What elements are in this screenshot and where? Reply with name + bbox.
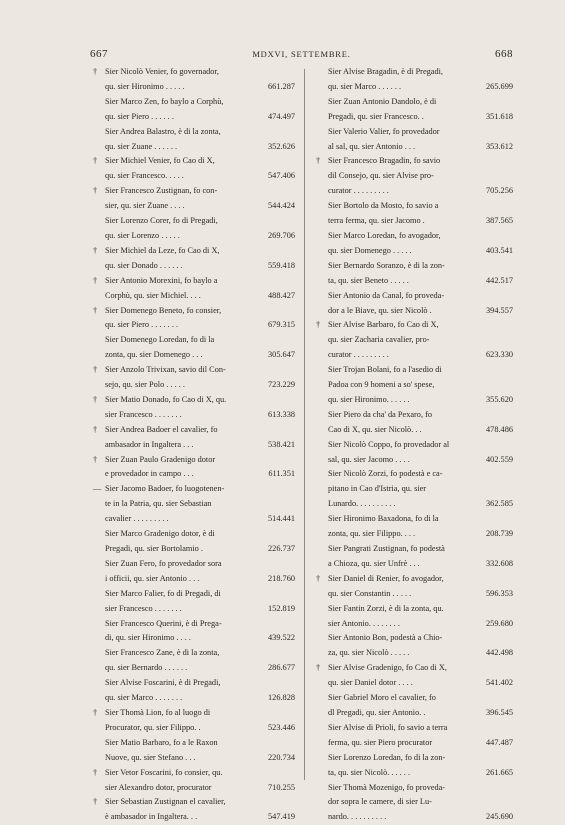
entry-line: dor sopra le camere, di sier Lu- <box>328 795 473 810</box>
entry-line: Sier Francesco Zane, è di la zonta, <box>105 646 255 661</box>
entry-mark: † <box>90 393 105 423</box>
entry-value: 396.545 <box>473 706 513 721</box>
entry-line: sal, qu. sier Jacomo . . . . <box>328 453 473 468</box>
entry-text <box>105 65 255 95</box>
entry-value: 447.487 <box>473 736 513 751</box>
entry-value: 220.734 <box>255 751 295 766</box>
entry-mark: † <box>90 363 105 393</box>
entry-mark: † <box>90 244 105 274</box>
entry-line: al sal, qu. sier Antonio . . . <box>328 140 473 155</box>
running-title: MDXVI, SETTEMBRE. <box>252 49 350 59</box>
entry-value: 541.402 <box>473 676 513 691</box>
entry-value: 387.565 <box>473 214 513 229</box>
entry-mark <box>313 363 328 408</box>
entry-text <box>105 482 255 527</box>
entry-text <box>328 408 473 438</box>
entry-text <box>105 617 255 647</box>
ledger-entry <box>313 721 513 751</box>
entry-line: Sier Francesco Zustignan, fo con- <box>105 184 255 199</box>
entry-text <box>105 244 255 274</box>
entry-value: 353.612 <box>473 140 513 155</box>
entry-value: 514.441 <box>255 512 295 527</box>
entry-line: Sier Antonio Morexini, fo baylo a <box>105 274 255 289</box>
ledger-entry <box>90 646 295 676</box>
entry-line: sier Francesco . . . . . . . <box>105 602 255 617</box>
entry-line: Sier Domenego Beneto, fo consier, <box>105 304 255 319</box>
ledger-entry <box>90 393 295 423</box>
entry-value: 679.315 <box>255 318 295 333</box>
entry-value: 442.517 <box>473 274 513 289</box>
entry-text <box>328 602 473 632</box>
entry-line: Sier Pangrati Zustignan, fo podestà <box>328 542 473 557</box>
entry-mark: — <box>90 482 105 527</box>
entry-value: 478.486 <box>473 423 513 438</box>
ledger-entry <box>90 527 295 557</box>
entry-text <box>328 438 473 468</box>
entry-line: qu. sier Francesco. . . . . <box>105 169 255 184</box>
entry-text <box>328 542 473 572</box>
entry-text <box>328 154 473 199</box>
entry-value: 705.256 <box>473 184 513 199</box>
entry-mark: † <box>313 318 328 363</box>
entry-line: qu. sier Daniel dotor . . . . <box>328 676 473 691</box>
entry-mark <box>90 214 105 244</box>
entry-value: 265.699 <box>473 80 513 95</box>
ledger-entry <box>90 557 295 587</box>
entry-value: 208.739 <box>473 527 513 542</box>
page-header <box>90 48 513 60</box>
entry-mark <box>90 557 105 587</box>
entry-line: sejo, qu. sier Polo . . . . . <box>105 378 255 393</box>
entry-value: 523.446 <box>255 721 295 736</box>
entry-line: qu. sier Piero . . . . . . <box>105 110 255 125</box>
entry-line: te in la Patria, qu. sier Sebastian <box>105 497 255 512</box>
entry-line: Sier Zuan Antonio Dandolo, è di <box>328 95 473 110</box>
entry-text <box>328 259 473 289</box>
entry-line: Sier Jacomo Badoer, fo luogotenen- <box>105 482 255 497</box>
entry-value: 403.541 <box>473 244 513 259</box>
entry-line: curator . . . . . . . . . <box>328 348 473 363</box>
ledger-entry <box>90 274 295 304</box>
entry-line: è ambasador in Ingaltera. . . <box>105 810 255 825</box>
entry-mark <box>90 587 105 617</box>
entry-line: Sier Anzolo Trivixan, savio dil Con- <box>105 363 255 378</box>
entry-text <box>328 572 473 602</box>
entry-mark: † <box>90 453 105 483</box>
entry-line: ambasador in Ingaltera . . . <box>105 438 255 453</box>
entry-line: Sier Nicolò Coppo, fo provedador al <box>328 438 473 453</box>
entry-mark <box>313 751 328 781</box>
entry-line: Cao di X, qu. sier Nicolò. . . <box>328 423 473 438</box>
entry-mark <box>313 631 328 661</box>
entry-line: qu. sier Domenego . . . . . <box>328 244 473 259</box>
entry-line: Sier Lorenzo Corer, fo di Pregadi, <box>105 214 255 229</box>
entry-value: 332.608 <box>473 557 513 572</box>
entry-mark <box>313 512 328 542</box>
ledger-entry <box>313 602 513 632</box>
ledger-entry <box>90 65 295 95</box>
entry-mark <box>313 691 328 721</box>
entry-line: Sier Michiel da Leze, fo Cao di X, <box>105 244 255 259</box>
entry-line: qu. sier Marco . . . . . . <box>328 80 473 95</box>
ledger-entry <box>313 318 513 363</box>
entry-mark <box>313 125 328 155</box>
entry-line: Sier Antonio Bon, podestà a Chio- <box>328 631 473 646</box>
ledger-entry <box>313 512 513 542</box>
entry-value: 218.760 <box>255 572 295 587</box>
entry-mark: † <box>90 706 105 736</box>
entry-mark <box>90 676 105 706</box>
ledger-entry <box>313 259 513 289</box>
entry-text <box>328 661 473 691</box>
ledger-entry <box>90 244 295 274</box>
entry-mark: † <box>90 304 105 334</box>
entry-line: e provedador in campo . . . <box>105 467 255 482</box>
entry-text <box>105 274 255 304</box>
ledger-entry <box>90 617 295 647</box>
entry-line: ferma, qu. sier Piero procurator <box>328 736 473 751</box>
entry-mark <box>313 602 328 632</box>
ledger-entry <box>313 781 513 825</box>
entry-value: 286.677 <box>255 661 295 676</box>
right-page-number: 668 <box>495 48 513 60</box>
entry-line: Sier Nicolò Zorzi, fo podestà e ca- <box>328 467 473 482</box>
entry-mark <box>90 95 105 125</box>
column-divider <box>304 69 305 780</box>
ledger-entry <box>90 214 295 244</box>
entry-value: 152.819 <box>255 602 295 617</box>
entry-value: 547.419 <box>255 810 295 825</box>
entry-text <box>105 393 255 423</box>
ledger-entry <box>90 482 295 527</box>
entry-mark <box>313 259 328 289</box>
entry-line: Sier Alvise Bragadin, è di Pregadi, <box>328 65 473 80</box>
entry-line: Sier Vetor Foscarini, fo consier, qu. <box>105 766 255 781</box>
entry-line: Sier Francesco Bragadin, fo savio <box>328 154 473 169</box>
entry-value: 596.353 <box>473 587 513 602</box>
right-column <box>313 65 513 825</box>
entry-line: Sier Zuan Fero, fo provedador sora <box>105 557 255 572</box>
entry-text <box>328 95 473 125</box>
entry-mark <box>313 408 328 438</box>
entry-line: Sier Matio Donado, fo Cao di X, qu. <box>105 393 255 408</box>
entry-text <box>328 721 473 751</box>
entry-line: Sier Fantin Zorzi, è di la zonta, qu. <box>328 602 473 617</box>
entry-line: Sier Marco Falier, fo di Pregadi, di <box>105 587 255 602</box>
entry-line: Sier Alvise Foscarini, è di Pregadi, <box>105 676 255 691</box>
entry-value: 623.330 <box>473 348 513 363</box>
entry-line: sier Antonio. . . . . . . . <box>328 617 473 632</box>
entry-text <box>105 154 255 184</box>
entry-mark <box>313 199 328 229</box>
entry-text <box>105 453 255 483</box>
entry-text <box>105 766 255 796</box>
entry-text <box>328 318 473 363</box>
entry-text <box>105 363 255 393</box>
ledger-entry <box>313 661 513 691</box>
entry-text <box>105 95 255 125</box>
entry-mark: † <box>90 154 105 184</box>
entry-value: 710.255 <box>255 781 295 796</box>
ledger-entry <box>90 587 295 617</box>
entry-line: qu. sier Constantin . . . . . <box>328 587 473 602</box>
entry-mark <box>90 736 105 766</box>
entry-line: Sier Thomà Lion, fo al luogo di <box>105 706 255 721</box>
entry-line: sier, qu. sier Zuane . . . . <box>105 199 255 214</box>
entry-mark <box>313 721 328 751</box>
entry-text <box>328 289 473 319</box>
entry-line: qu. sier Zuane . . . . . . <box>105 140 255 155</box>
entry-text <box>105 676 255 706</box>
entry-value: 547.406 <box>255 169 295 184</box>
entry-value: 538.421 <box>255 438 295 453</box>
entry-mark <box>90 646 105 676</box>
ledger-entry <box>313 408 513 438</box>
entry-line: a Chioza, qu. sier Unfrè . . . <box>328 557 473 572</box>
ledger-entry <box>313 199 513 229</box>
entry-mark: † <box>313 572 328 602</box>
entry-line: Sier Alvise Gradenigo, fo Cao di X, <box>328 661 473 676</box>
entry-line: Sier Piero da cha' da Pexaro, fo <box>328 408 473 423</box>
entry-line: ta, qu. sier Beneto . . . . . <box>328 274 473 289</box>
entry-text <box>328 751 473 781</box>
entry-line: Sier Bernardo Soranzo, è di la zon- <box>328 259 473 274</box>
entry-line: Sier Lorenzo Loredan, fo di la zon- <box>328 751 473 766</box>
left-page-number: 667 <box>90 48 108 60</box>
ledger-entry <box>313 467 513 512</box>
entry-value: 352.626 <box>255 140 295 155</box>
entry-mark <box>313 542 328 572</box>
entry-line: zonta, qu. sier Domenego . . . <box>105 348 255 363</box>
entry-value: 613.338 <box>255 408 295 423</box>
entry-line: Sier Francesco Querini, è di Prega- <box>105 617 255 632</box>
entry-line: Sier Matio Barbaro, fo a le Raxon <box>105 736 255 751</box>
entry-line: Lunardo. . . . . . . . . . <box>328 497 473 512</box>
entry-mark: † <box>90 766 105 796</box>
ledger-entry <box>313 542 513 572</box>
entry-line: Pregadi, qu. sier Bortolamio . <box>105 542 255 557</box>
entry-line: Sier Nicolò Venier, fo governador, <box>105 65 255 80</box>
entry-line: zonta, qu. sier Filippo. . . . <box>328 527 473 542</box>
entry-line: Sier Valerio Valier, fo provedador <box>328 125 473 140</box>
ledger-entry <box>90 676 295 706</box>
ledger-entry <box>313 125 513 155</box>
ledger-entry <box>313 631 513 661</box>
entry-text <box>105 706 255 736</box>
ledger-entry <box>90 736 295 766</box>
entry-line: dor a le Biave, qu. sier Nicolò . <box>328 304 473 319</box>
entry-mark: † <box>90 65 105 95</box>
ledger-entry <box>313 229 513 259</box>
entry-value: 544.424 <box>255 199 295 214</box>
entry-text <box>105 646 255 676</box>
ledger-entry <box>313 95 513 125</box>
entry-value: 402.559 <box>473 453 513 468</box>
entry-text <box>328 631 473 661</box>
entry-line: terra ferma, qu. sier Jacomo . <box>328 214 473 229</box>
ledger-entry <box>90 154 295 184</box>
entry-text <box>328 691 473 721</box>
ledger-entry <box>90 766 295 796</box>
entry-text <box>105 214 255 244</box>
entry-text <box>328 363 473 408</box>
entry-line: qu. sier Bernardo . . . . . . <box>105 661 255 676</box>
entry-text <box>328 467 473 512</box>
entry-line: nardo. . . . . . . . . . <box>328 810 473 825</box>
entry-line: di, qu. sier Hironimo . . . . <box>105 631 255 646</box>
entry-mark <box>313 289 328 319</box>
ledger-entry <box>90 304 295 334</box>
entry-text <box>105 587 255 617</box>
entry-value: 351.618 <box>473 110 513 125</box>
entry-value: 259.680 <box>473 617 513 632</box>
entry-mark: † <box>90 423 105 453</box>
entry-value: 439.522 <box>255 631 295 646</box>
entry-line: Sier Sebastian Zustignan el cavalier, <box>105 795 255 810</box>
entry-line: dl Pregadi, qu. sier Antonio. . <box>328 706 473 721</box>
ledger-entry <box>90 363 295 393</box>
entry-value: 245.690 <box>473 810 513 825</box>
entry-line: Sier Michiel Venier, fo Cao di X, <box>105 154 255 169</box>
entry-mark: † <box>90 184 105 214</box>
entry-line: za, qu. sier Nicolò . . . . . <box>328 646 473 661</box>
entry-line: Sier Alvise Barbaro, fo Cao di X, <box>328 318 473 333</box>
entry-line: Sier Antonio da Canal, fo proveda- <box>328 289 473 304</box>
entry-mark: † <box>313 661 328 691</box>
entry-line: Sier Marco Loredan, fo avogador, <box>328 229 473 244</box>
entry-mark <box>90 617 105 647</box>
entry-line: qu. sier Hironimo . . . . . <box>105 80 255 95</box>
entry-line: cavalier . . . . . . . . . <box>105 512 255 527</box>
ledger-entry <box>313 438 513 468</box>
entry-line: Sier Bortolo da Mosto, fo savio a <box>328 199 473 214</box>
entry-mark <box>313 467 328 512</box>
entry-line: sier Alexandro dotor, procurator <box>105 781 255 796</box>
entry-line: qu. sier Marco . . . . . . . <box>105 691 255 706</box>
entry-value: 362.585 <box>473 497 513 512</box>
entry-line: sier Francesco . . . . . . . <box>105 408 255 423</box>
entry-text <box>105 333 255 363</box>
entry-line: Pregadi, qu. sier Francesco. . <box>328 110 473 125</box>
entry-line: Sier Gabriel Moro el cavalier, fo <box>328 691 473 706</box>
ledger-entry <box>90 453 295 483</box>
entry-line: Sier Zuan Paulo Gradenigo dotor <box>105 453 255 468</box>
entry-mark <box>313 65 328 95</box>
entry-text <box>105 423 255 453</box>
entry-text <box>105 125 255 155</box>
entry-text <box>105 304 255 334</box>
entry-line: qu. sier Donado . . . . . . <box>105 259 255 274</box>
entry-value: 355.620 <box>473 393 513 408</box>
entry-line: dil Consejo, qu. sier Alvise pro- <box>328 169 473 184</box>
entry-text <box>105 184 255 214</box>
entry-mark <box>313 229 328 259</box>
entry-line: Sier Thomà Mozenigo, fo proveda- <box>328 781 473 796</box>
entry-text <box>328 781 473 825</box>
entry-line: qu. sier Zacharia cavalier, pro- <box>328 333 473 348</box>
entry-value: 559.418 <box>255 259 295 274</box>
entry-text <box>328 229 473 259</box>
entry-value: 723.229 <box>255 378 295 393</box>
entry-line: pitano in Cao d'Istria, qu. sier <box>328 482 473 497</box>
ledger-entry <box>313 363 513 408</box>
entry-mark <box>313 781 328 825</box>
entry-mark <box>313 438 328 468</box>
entry-line: Sier Domenego Loredan, fo di la <box>105 333 255 348</box>
entry-line: Nuove, qu. sier Stefano . . . <box>105 751 255 766</box>
entry-value: 126.828 <box>255 691 295 706</box>
entry-line: Sier Marco Gradenigo dotor, è di <box>105 527 255 542</box>
entry-line: qu. sier Piero . . . . . . . <box>105 318 255 333</box>
entry-text <box>105 527 255 557</box>
ledger-entry <box>313 289 513 319</box>
ledger-entry <box>313 65 513 95</box>
entry-line: Sier Andrea Badoer el cavalier, fo <box>105 423 255 438</box>
entry-value: 474.497 <box>255 110 295 125</box>
entry-mark <box>313 95 328 125</box>
entry-mark <box>90 527 105 557</box>
entry-line: Sier Marco Zen, fo baylo a Corphù, <box>105 95 255 110</box>
entry-text <box>328 512 473 542</box>
entry-line: curator . . . . . . . . . <box>328 184 473 199</box>
entry-line: qu. sier Hironimo. . . . . . <box>328 393 473 408</box>
entry-line: i officii, qu. sier Antonio . . . <box>105 572 255 587</box>
entry-text <box>328 199 473 229</box>
entry-value: 305.647 <box>255 348 295 363</box>
entry-line: ta, qu. sier Nicolò. . . . . . <box>328 766 473 781</box>
entry-line: Corphù, qu. sier Michiel. . . . <box>105 289 255 304</box>
ledger-entry <box>90 423 295 453</box>
entry-line: Sier Alvise di Prioli, fo savio a terra <box>328 721 473 736</box>
entry-value: 611.351 <box>255 467 295 482</box>
left-column <box>90 65 295 825</box>
ledger-entry <box>90 333 295 363</box>
entry-line: Sier Andrea Balastro, è di la zonta, <box>105 125 255 140</box>
entry-line: Procurator, qu. sier Filippo. . <box>105 721 255 736</box>
entry-text <box>328 65 473 95</box>
entry-value: 442.498 <box>473 646 513 661</box>
entry-value: 488.427 <box>255 289 295 304</box>
entry-mark: † <box>90 274 105 304</box>
entry-line: Padoa con 9 homeni a so' spese, <box>328 378 473 393</box>
entry-line: Sier Trojan Bolani, fo a l'asedio di <box>328 363 473 378</box>
ledger-entry <box>313 691 513 721</box>
entry-text <box>328 125 473 155</box>
ledger-entry <box>313 154 513 199</box>
entry-value: 226.737 <box>255 542 295 557</box>
entry-value: 661.287 <box>255 80 295 95</box>
entry-text <box>105 736 255 766</box>
entry-line: qu. sier Lorenzo . . . . . <box>105 229 255 244</box>
entry-line: Sier Hironimo Baxadona, fo di la <box>328 512 473 527</box>
entry-text <box>105 557 255 587</box>
entry-mark <box>90 125 105 155</box>
entry-mark <box>90 333 105 363</box>
ledger-entry <box>90 125 295 155</box>
entry-value: 269.706 <box>255 229 295 244</box>
ledger-entry <box>90 95 295 125</box>
ledger-entry <box>313 751 513 781</box>
ledger-entry <box>90 706 295 736</box>
ledger-entry <box>90 184 295 214</box>
entry-mark: † <box>90 795 105 825</box>
entry-value: 261.665 <box>473 766 513 781</box>
entry-mark: † <box>313 154 328 199</box>
entry-value: 394.557 <box>473 304 513 319</box>
entry-line: Sier Daniel di Renier, fo avogador, <box>328 572 473 587</box>
ledger-entry <box>313 572 513 602</box>
